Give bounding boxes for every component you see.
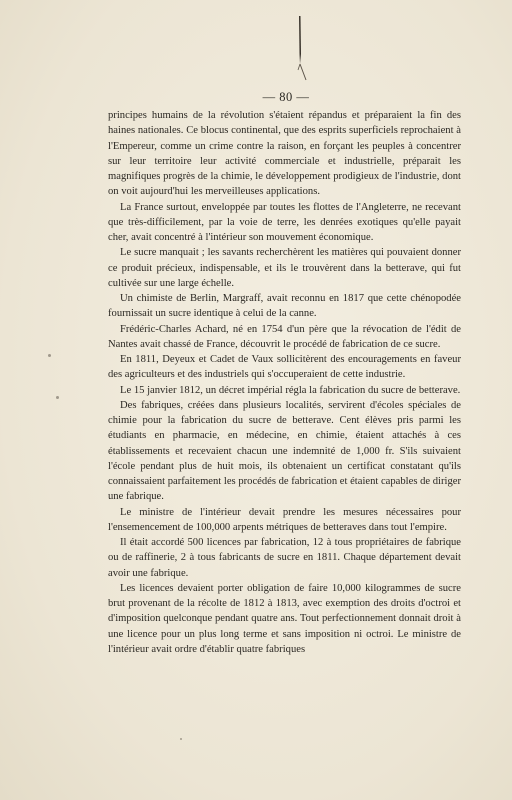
paper-speck <box>180 738 182 740</box>
paper-speck <box>56 396 59 399</box>
paragraph: Le sucre manquait ; les savants recherchèrent les matières qui pouvaient donner ce produit précieux, indispensable, et ils le trouvèrent dans la betterave, qui fut cultivée sur une large échelle. <box>108 247 461 289</box>
paper-speck <box>48 354 51 357</box>
paragraph: Il était accordé 500 licences par fabrication, 12 à tous propriétaires de fabrique ou de raffinerie, 2 à tous fabricants de sucre en 1811. Chaque département devait avoir une fabrique. <box>108 537 461 579</box>
paragraph: La France surtout, enveloppée par toutes les flottes de l'Angleterre, ne recevant que très-difficilement, par la voie de terre, les denrées exotiques qu'elle payait cher, avait concentré à l'intérieur son mouvement économique. <box>108 201 461 243</box>
paragraph: principes humains de la révolution s'étaient répandus et préparaient la fin des haines nationales. Ce blocus continental, que des esprits superficiels reprochaient à l'Empereur, comme un crime contre la raison, en forçant les peuples à concentrer sur leur territoire leur activité commerciale et industrielle, préparait les magnifiques progrès de la chimie, le développement prodigieux de l'industrie, dont on voit aujourd'hui les merveilleuses applications. <box>108 110 461 198</box>
paragraph: Le ministre de l'intérieur devait prendre les mesures nécessaires pour l'ensemencement de 100,000 arpents métriques de betteraves dans tout l'empire. <box>108 506 461 533</box>
page-number: — 80 — <box>262 90 310 104</box>
paragraph: En 1811, Deyeux et Cadet de Vaux sollicitèrent des encouragements en faveur des agriculteurs et des industriels qui s'occuperaient de cette industrie. <box>108 354 461 381</box>
body-text <box>108 108 461 657</box>
paragraph: Frédéric-Charles Achard, né en 1754 d'un père que la révocation de l'édit de Nantes avait chassé de France, découvrit le procédé de fabrication de ce sucre. <box>108 323 461 350</box>
paragraph: Un chimiste de Berlin, Margraff, avait reconnu en 1817 que cette chénopodée fournissait un sucre identique à celui de la canne. <box>108 293 461 320</box>
paragraph: Des fabriques, créées dans plusieurs localités, servirent d'écoles spéciales de chimie pour la fabrication du sucre de betterave. Cent élèves pris parmi les étudiants en pharmacie, en médecine, en chimie, étaient attachés à ces établissements et recevaient chacun une indemnité de 1,000 fr. S'ils suivaient l'école pendant plus de huit mois, ils obtenaient un certificat constatant qu'ils connaissaient parfaitement les procédés de fabrication et étaient capables de diriger une fabrique. <box>108 399 461 503</box>
binding-thread-mark <box>292 14 308 82</box>
paragraph: Le 15 janvier 1812, un décret impérial régla la fabrication du sucre de betterave. <box>120 384 461 396</box>
paragraph: Les licences devaient porter obligation de faire 10,000 kilogrammes de sucre brut provenant de la récolte de 1812 à 1813, avec exemption des droits d'octroi et d'imposition quelconque pendant quatre ans. Tout perfectionnement donnait droit à une licence pour un plus long terme et sans imposition ni octroi. Le ministre de l'intérieur avait ordre d'établir quatre fabriques <box>108 582 461 655</box>
